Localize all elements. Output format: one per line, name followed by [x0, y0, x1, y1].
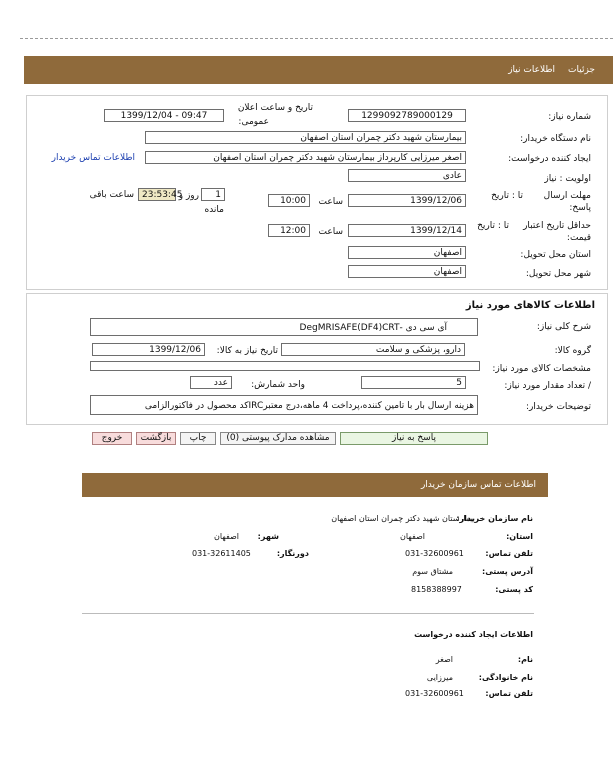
creator-phone-value: 031-32600961 [405, 689, 464, 698]
goods-specs-label: مشخصات کالای مورد نیاز: [492, 364, 591, 374]
deadline-time-label: ساعت [318, 197, 343, 207]
contact-header-bar [82, 473, 548, 497]
contact-fax-value: 031-32611405 [192, 549, 251, 558]
print-button[interactable]: چاپ [180, 432, 216, 445]
deadline-to-date-label: تا : تاریخ [491, 191, 523, 201]
validity-date-field: 1399/12/14 [348, 224, 466, 237]
remaining-time-field: 23:53:45 [138, 188, 176, 201]
validity-label: حداقل تاریخ اعتبار [523, 221, 591, 231]
general-desc-field: آی سی دی -DegMRISAFE(DF4)CRT [90, 318, 478, 336]
contact-phone-label: تلفن تماس: [485, 549, 533, 558]
buyer-field: بیمارستان شهید دکتر چمران استان اصفهان [145, 131, 466, 144]
contact-postal-value: 8158388997 [411, 585, 462, 594]
need-number-label: شماره نیاز: [548, 112, 591, 122]
goods-section-title: اطلاعات کالاهای مورد نیاز [465, 300, 595, 311]
buyer-notes-label: توضیحات خریدار: [525, 402, 591, 412]
goods-group-label: گروه کالا: [554, 346, 591, 356]
deadline-label: مهلت ارسال [543, 191, 591, 201]
city-label: شهر محل تحویل: [525, 269, 591, 279]
creator-family-label: نام خانوادگی: [478, 673, 533, 682]
city-field: اصفهان [348, 265, 466, 278]
creator-name-value: اصغر [435, 655, 453, 664]
buyer-label: نام دستگاه خریدار: [520, 134, 591, 144]
contact-section-title: اطلاعات تماس سازمان خریدار [420, 480, 536, 490]
contact-city-label: شهر: [257, 532, 279, 541]
unit-label: واحد شمارش: [251, 380, 305, 390]
tab-details[interactable]: جزئیات [568, 65, 595, 75]
validity-label-2: قیمت: [566, 233, 591, 243]
validity-to-date-label: تا : تاریخ [477, 221, 509, 231]
contact-phone-value: 031-32600961 [405, 549, 464, 558]
view-attachments-button[interactable]: مشاهده مدارک پیوستی (0) [220, 432, 336, 445]
creator-section-title: اطلاعات ایجاد کننده درخواست [414, 630, 533, 639]
contact-city-value: اصفهان [213, 532, 239, 541]
creator-label: ایجاد کننده درخواست: [508, 154, 591, 164]
contact-province-label: استان: [506, 532, 533, 541]
province-field: اصفهان [348, 246, 466, 259]
creator-field: اصغر میرزایی کارپرداز بیمارستان شهید دکتر چمران استان اصفهان [145, 151, 466, 164]
buyer-contact-link[interactable]: اطلاعات تماس خریدار [51, 153, 135, 163]
priority-field: عادی [348, 169, 466, 182]
exit-button[interactable]: خروج [92, 432, 132, 445]
creator-family-value: میرزایی [426, 673, 453, 682]
contact-address-value: مشتاق سوم [412, 567, 453, 576]
deadline-label-2: پاسخ: [569, 203, 591, 213]
remaining-time-label: ساعت باقی [89, 190, 134, 200]
need-date-field: 1399/12/06 [92, 343, 205, 356]
top-separator [20, 38, 613, 39]
priority-label: اولویت : نیاز [544, 174, 591, 184]
quantity-field: 5 [361, 376, 466, 389]
province-label: استان محل تحویل: [520, 250, 591, 260]
contact-fax-label: دورنگار: [276, 549, 309, 558]
announce-label-2: عمومی: [238, 117, 269, 127]
remaining-days-field: 1 [201, 188, 225, 201]
general-desc-label: شرح کلی نیاز: [536, 322, 591, 332]
buyer-notes-field: هزینه ارسال بار با تامین کننده،پرداخت 4 ماهه،درج معتبرIRCکد محصول در فاکتورالزامی [90, 395, 478, 415]
back-button[interactable]: بازگشت [136, 432, 176, 445]
deadline-date-field: 1399/12/06 [348, 194, 466, 207]
creator-name-label: نام: [517, 655, 533, 664]
need-number-field: 1299092789000129 [348, 109, 466, 122]
contact-org-value: بیمارستان شهید دکتر چمران استان اصفهان [331, 514, 475, 523]
contact-address-label: آدرس پستی: [482, 567, 533, 576]
validity-time-label: ساعت [318, 227, 343, 237]
goods-specs-field [90, 361, 480, 371]
remaining-label-2: مانده [204, 205, 224, 215]
header-bar [24, 56, 613, 84]
need-date-label: تاریخ نیاز به کالا: [216, 346, 278, 356]
validity-time-field: 12:00 [268, 224, 310, 237]
announce-datetime-field: 1399/12/04 - 09:47 [104, 109, 224, 122]
tab-need-info[interactable]: اطلاعات نیاز [508, 65, 555, 75]
creator-phone-label: تلفن تماس: [485, 689, 533, 698]
goods-group-field: دارو، پزشکی و سلامت [281, 343, 465, 356]
contact-divider [82, 613, 534, 614]
unit-field: عدد [190, 376, 232, 389]
remaining-days-label: روز و [178, 191, 199, 201]
quantity-label: / تعداد مقدار مورد نیاز: [504, 381, 591, 391]
reply-to-need-button[interactable]: پاسخ به نیاز [340, 432, 488, 445]
contact-province-value: اصفهان [399, 532, 425, 541]
contact-postal-label: کد پستی: [495, 585, 533, 594]
announce-label: تاریخ و ساعت اعلان [237, 103, 313, 113]
contact-org-label: نام سازمان خریدار: [456, 514, 533, 523]
deadline-time-field: 10:00 [268, 194, 310, 207]
